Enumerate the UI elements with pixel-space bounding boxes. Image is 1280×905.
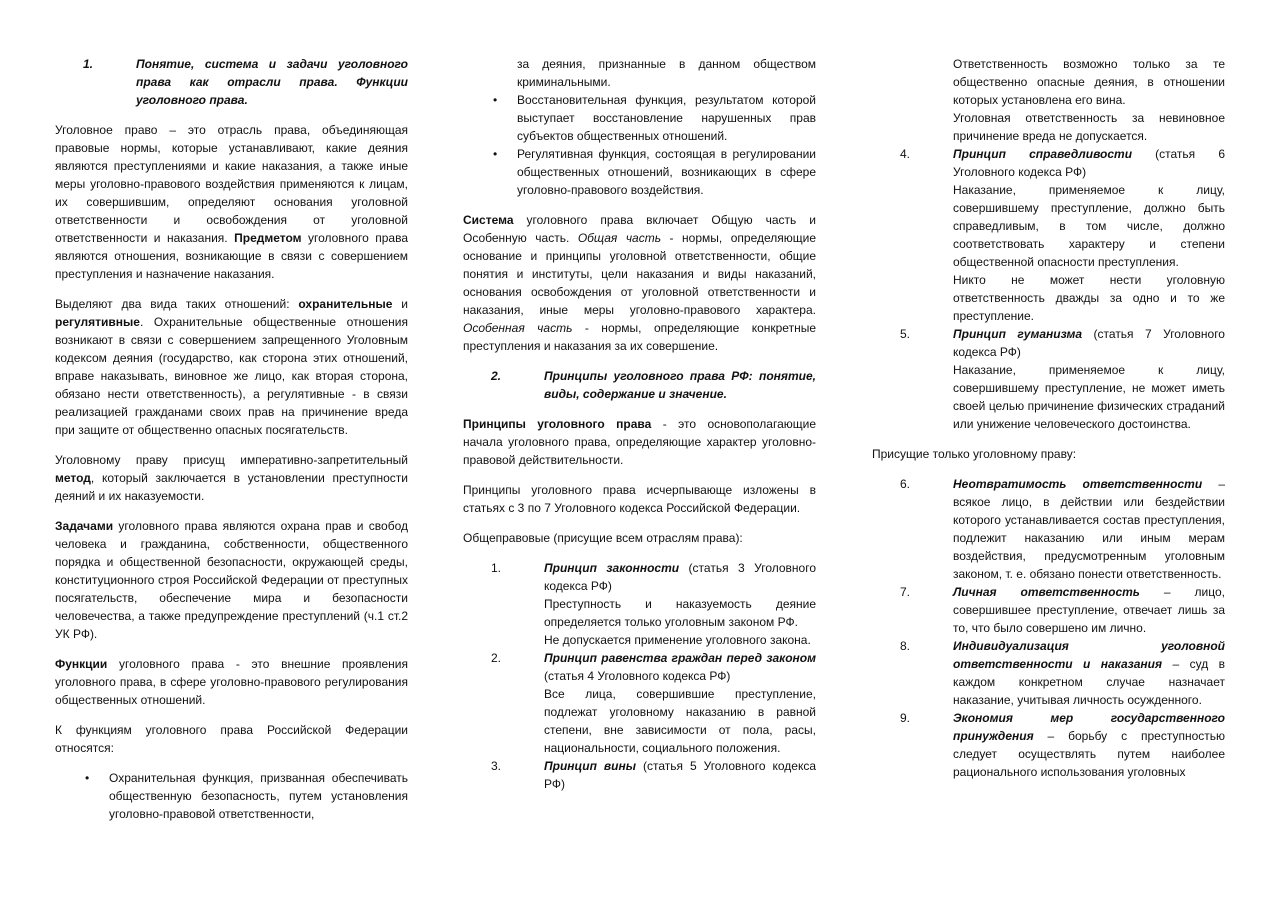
section-heading-1 bbox=[55, 55, 408, 109]
bullet-icon: • bbox=[493, 147, 498, 161]
paragraph: Задачами уголовного права являются охрана прав и свобод человека и гражданина, собственности, общественного порядка и общественной безопасности, окружающей среды, конституционного строя Российской Федерации от преступных посягательств, обеспечение мира и безопасности человечества, а также предупреждение преступлений (ч.1 ст.2 УК РФ). bbox=[55, 519, 408, 641]
paragraph: Функции уголовного права - это внешние проявления уголовного права, в сфере уголовно-правового регулирования общественных отношений. bbox=[55, 657, 408, 707]
principle-item: 2. Принцип равенства граждан перед законом (статья 4 Уголовного кодекса РФ) Все лица, совершившие преступление, подлежат уголовному наказанию в равной степени, вне зависимости от пола, расы, национальности, социального положения. bbox=[491, 651, 816, 755]
principle-item: 5. Принцип гуманизма (статья 7 Уголовного кодекса РФ) Наказание, применяемое к лицу, совершившему преступление, не может иметь своей целью причинение физических страданий или унижение человеческого достоинства. bbox=[900, 327, 1225, 431]
paragraph: Уголовному праву присущ императивно-запретительный метод, который заключается в установлении преступности деяний и их наказуемости. bbox=[55, 453, 408, 503]
column-3 bbox=[872, 55, 1225, 781]
list-item: • Восстановительная функция, результатом которой выступает восстановление нарушенных прав субъектов общественных отношений. bbox=[493, 93, 816, 143]
paragraph: Принципы уголовного права исчерпывающе изложены в статьях с 3 по 7 Уголовного кодекса Российской Федерации. bbox=[463, 483, 816, 515]
principle-item: 1. Принцип законности (статья 3 Уголовного кодекса РФ) Преступность и наказуемость деяние определяется только уголовным законом РФ. Не допускается применение уголовного закона. bbox=[491, 561, 816, 647]
paragraph: Присущие только уголовному праву: bbox=[872, 447, 1077, 461]
bullet-icon: • bbox=[493, 93, 498, 107]
list-item: • Регулятивная функция, состоящая в регулировании общественных отношений, возникающих в сфере уголовно-правового воздействия. bbox=[493, 147, 816, 197]
paragraph: Общеправовые (присущие всем отраслям права): bbox=[463, 531, 743, 545]
principle-item: 9. Экономия мер государственного принуждения – борьбу с преступностью следует осуществлять путем наиболее рационального использования уголовных bbox=[900, 711, 1225, 779]
bullet-icon: • bbox=[85, 771, 90, 785]
section-heading-2 bbox=[463, 367, 816, 403]
list-item: • Охранительная функция, призванная обеспечивать общественную безопасность, путем установления уголовно-правовой ответственности, bbox=[85, 771, 408, 821]
principle-item: 7. Личная ответственность – лицо, совершившее преступление, отвечает лишь за то, что было совершено им лично. bbox=[900, 585, 1226, 635]
section-title: Принципы уголовного права РФ: понятие, виды, содержание и значение. bbox=[544, 369, 816, 401]
column-2 bbox=[463, 55, 816, 793]
principle-item: 4. Принцип справедливости (статья 6 Уголовного кодекса РФ) Наказание, применяемое к лицу, совершившему преступление, должно быть справедливым, в том числе, должно соответствовать характеру и степени общественной опасности преступления. Никто не может нести уголовную ответственность дважды за одно и то же преступление. bbox=[900, 147, 1225, 323]
principle-item: 3. Принцип вины (статья 5 Уголовного кодекса РФ) bbox=[491, 759, 816, 791]
principle-item: 6. Неотвратимость ответственности – всякое лицо, в действии или бездействии которого устанавливается состав преступления, подлежит наказанию или иным мерам воздействия, предусмотренным уголовным законом, т. е. обязано понести ответственность. bbox=[900, 477, 1225, 581]
paragraph: Уголовное право – это отрасль права, объединяющая правовые нормы, которые устанавливают, какие деяния являются преступлениями и какие наказания, а также иные меры уголовно-правового воздействия применяются к лицам, их совершившим, определяют основания уголовной ответственности и освобождения от уголовной ответственности и наказания. Предметом уголовного права являются отношения, возникающие в связи с совершением преступления и назначение наказания. bbox=[55, 123, 408, 281]
section-number: 2. bbox=[491, 369, 502, 383]
section-title: Понятие, система и задачи уголовного права как отрасли права. Функции уголовного права. bbox=[136, 57, 408, 107]
paragraph: Принципы уголовного права - это основополагающие начала уголовного права, определяющие характер уголовно-правовой действительности. bbox=[463, 417, 817, 467]
list-item-continued: за деяния, признанные в данном обществом криминальными. bbox=[517, 57, 816, 89]
column-1 bbox=[55, 55, 408, 823]
paragraph: К функциям уголовного права Российской Федерации относятся: bbox=[55, 723, 408, 755]
principle-item-continued: Ответственность возможно только за те общественно опасные деяния, в отношении которых установлена его вина. Уголовная ответственность за невиновное причинение вреда не допускается. bbox=[953, 57, 1225, 143]
principle-item: 8. Индивидуализация уголовной ответственности и наказания – суд в каждом конкретном случае назначает наказание, учитывая личность осужденного. bbox=[900, 639, 1225, 707]
paragraph: Система уголовного права включает Общую часть и Особенную часть. Общая часть - нормы, определяющие основание и принципы уголовной ответственности, общие понятия и институты, цели наказания и виды наказаний, основания освобождения от уголовной ответственности и наказания, иные меры уголовно-правового характера. Особенная часть - нормы, определяющие конкретные преступления и наказания за их совершение. bbox=[463, 213, 817, 353]
paragraph: Выделяют два вида таких отношений: охранительные и регулятивные. Охранительные общественные отношения возникают в связи с совершением запрещенного Уголовным кодексом деяния (государство, как сторона этих отношений, вправе наказывать, виновное же лицо, как вторая сторона, обязано нести ответственность), а регулятивные - в связи реализацией гражданами своих прав на причинение вреда при защите от общественно опасных посягательств. bbox=[55, 297, 408, 437]
section-number: 1. bbox=[83, 57, 94, 71]
